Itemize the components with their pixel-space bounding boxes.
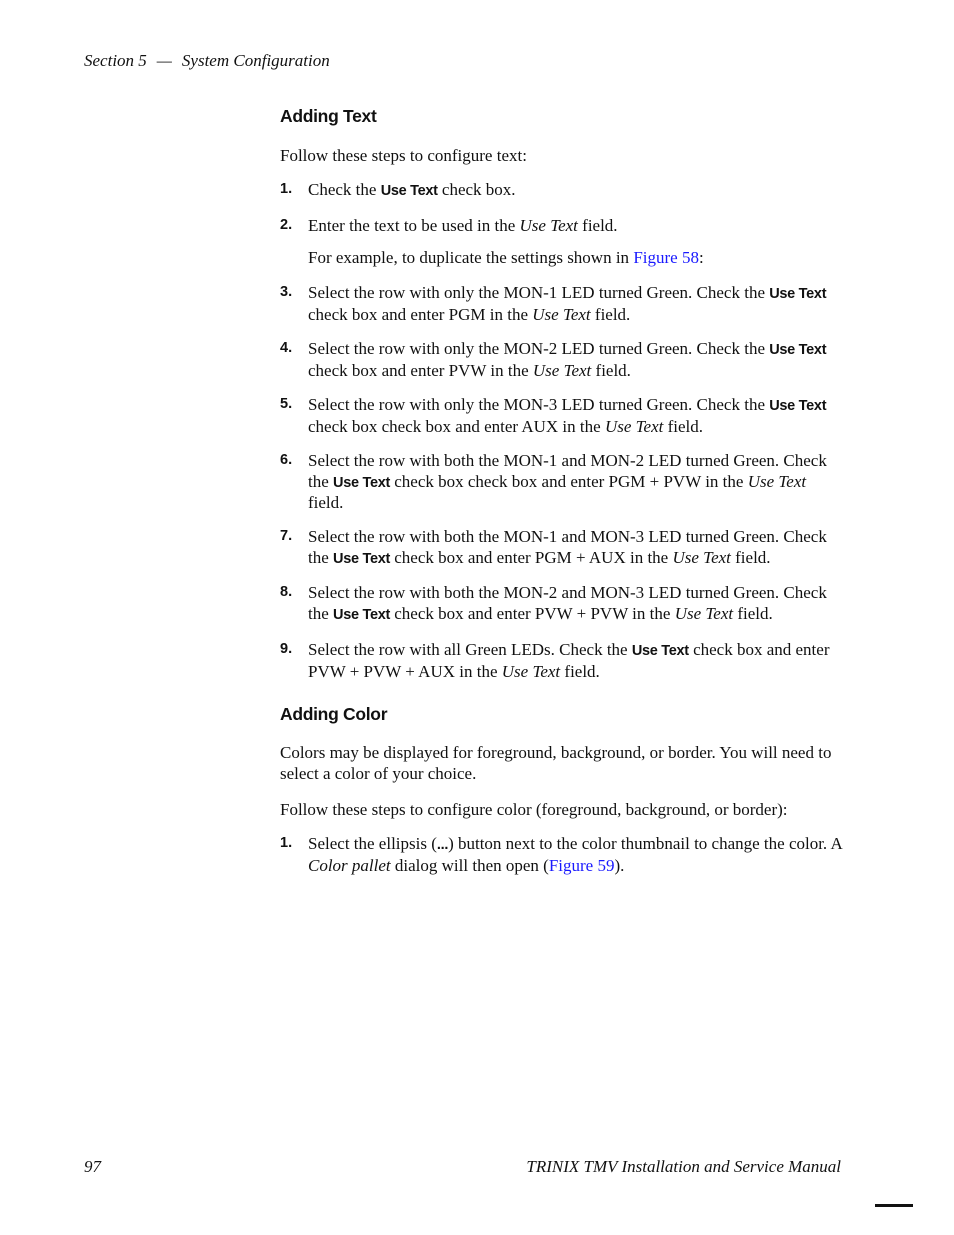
step-text: field. <box>590 304 631 324</box>
step-text: Check the <box>308 180 381 199</box>
ui-label-use-text: Use Text <box>769 342 827 358</box>
step-text: field. <box>560 661 600 681</box>
step-text: check box and enter PGM in the <box>308 304 533 324</box>
figure-58-link[interactable]: Figure 58 <box>633 248 699 267</box>
step-text: field. <box>730 547 771 567</box>
heading-adding-text: Adding Text <box>280 106 377 126</box>
step-text: Enter the text to be used in the <box>308 216 520 235</box>
ui-label-use-text: Use Text <box>333 550 390 567</box>
text-step-3 <box>280 283 845 325</box>
step-text: Select the row with only the MON-3 LED turned Green. Check the <box>308 395 770 414</box>
text-step-2 <box>280 216 845 237</box>
field-name-use-text: Use Text <box>532 304 591 324</box>
step-text: field. <box>663 416 703 436</box>
step-text: field. <box>733 603 773 623</box>
step-text: Select the row with only the MON-2 LED turned Green. Check the <box>308 339 770 358</box>
ui-label-use-text: Use Text <box>769 398 827 414</box>
field-name-use-text: Use Text <box>501 661 561 681</box>
running-header <box>84 51 330 71</box>
figure-59-link[interactable]: Figure 59 <box>548 855 615 875</box>
step-text: field. <box>308 493 344 512</box>
step-number: 8. <box>280 584 293 600</box>
field-name-use-text: Use Text <box>532 360 592 380</box>
dialog-name-color-pallet: Color pallet <box>308 855 391 875</box>
text-step-7 <box>280 527 845 569</box>
step-text: field. <box>591 360 631 380</box>
ui-label-ellipsis: ... <box>436 837 449 853</box>
adding-color-para-2: Follow these steps to configure color (foreground, background, or border): <box>280 800 788 819</box>
step-number: 4. <box>280 340 293 356</box>
adding-color-para-1: Colors may be displayed for foreground, background, or border. You will need to select a color of your choice. <box>280 743 832 783</box>
corner-rule <box>875 1204 913 1207</box>
step-text: Select the row with all Green LEDs. Check the <box>308 640 632 659</box>
step-text: Select the row with both the MON-1 and MON-2 LED turned Green. Check the <box>308 451 827 491</box>
text-step-9 <box>280 640 845 682</box>
text-step-1 <box>280 180 845 202</box>
step-text: check box and enter PGM + AUX in the <box>390 547 673 567</box>
step-text: Select the row with only the MON-1 LED turned Green. Check the <box>308 283 770 302</box>
ui-label-use-text: Use Text <box>380 183 438 199</box>
section-title: System Configuration <box>181 51 330 70</box>
step-text: check box check box and enter PGM + PVW in the <box>390 471 748 491</box>
step-text: field. <box>577 216 618 235</box>
step-number: 9. <box>280 641 293 657</box>
example-text: For example, to duplicate the settings shown in <box>308 248 634 267</box>
step-number: 7. <box>280 528 293 544</box>
step-text: ) button next to the color thumbnail to change the color. A <box>448 834 842 853</box>
color-step-1 <box>280 834 845 876</box>
ui-label-use-text: Use Text <box>631 643 689 659</box>
manual-title: TRINIX TMV Installation and Service Manual <box>526 1157 841 1176</box>
step-text: check box and enter PVW in the <box>308 360 533 380</box>
adding-text-intro: Follow these steps to configure text: <box>280 146 527 165</box>
heading-adding-color: Adding Color <box>280 704 388 724</box>
ui-label-use-text: Use Text <box>333 474 390 491</box>
step-text: check box and enter PVW + PVW in the <box>390 603 675 623</box>
step-number: 2. <box>280 217 293 233</box>
step-text: Select the ellipsis ( <box>308 834 437 853</box>
ui-label-use-text: Use Text <box>333 606 390 623</box>
header-separator: — <box>156 51 172 70</box>
step-number: 1. <box>280 181 293 197</box>
step-text: check box and enter PVW + PVW + AUX in the <box>308 640 830 681</box>
section-label: Section 5 <box>84 51 147 70</box>
step-text: check box check box and enter AUX in the <box>308 416 605 436</box>
step-number: 6. <box>280 452 293 468</box>
step-number: 1. <box>280 835 293 851</box>
field-name-use-text: Use Text <box>747 471 807 491</box>
field-name-use-text: Use Text <box>604 416 664 436</box>
page-number: 97 <box>84 1157 101 1176</box>
text-step-6 <box>280 451 845 514</box>
step-number: 3. <box>280 284 293 300</box>
text-step-8 <box>280 583 845 625</box>
step-text: check box. <box>437 180 516 199</box>
example-note <box>308 247 845 268</box>
step-number: 5. <box>280 396 293 412</box>
step-text: Select the row with both the MON-1 and MON-3 LED turned Green. Check the <box>308 527 827 567</box>
example-text: : <box>698 248 704 267</box>
ui-label-use-text: Use Text <box>769 286 827 302</box>
field-name-use-text: Use Text <box>674 603 734 623</box>
text-step-5 <box>280 395 845 437</box>
field-name-use-text: Use Text <box>672 547 731 567</box>
step-text: ). <box>614 855 625 875</box>
field-name-use-text: Use Text <box>519 216 578 235</box>
text-step-4 <box>280 339 845 381</box>
step-text: dialog will then open ( <box>390 855 549 875</box>
step-text: Select the row with both the MON-2 and MON-3 LED turned Green. Check the <box>308 583 827 623</box>
